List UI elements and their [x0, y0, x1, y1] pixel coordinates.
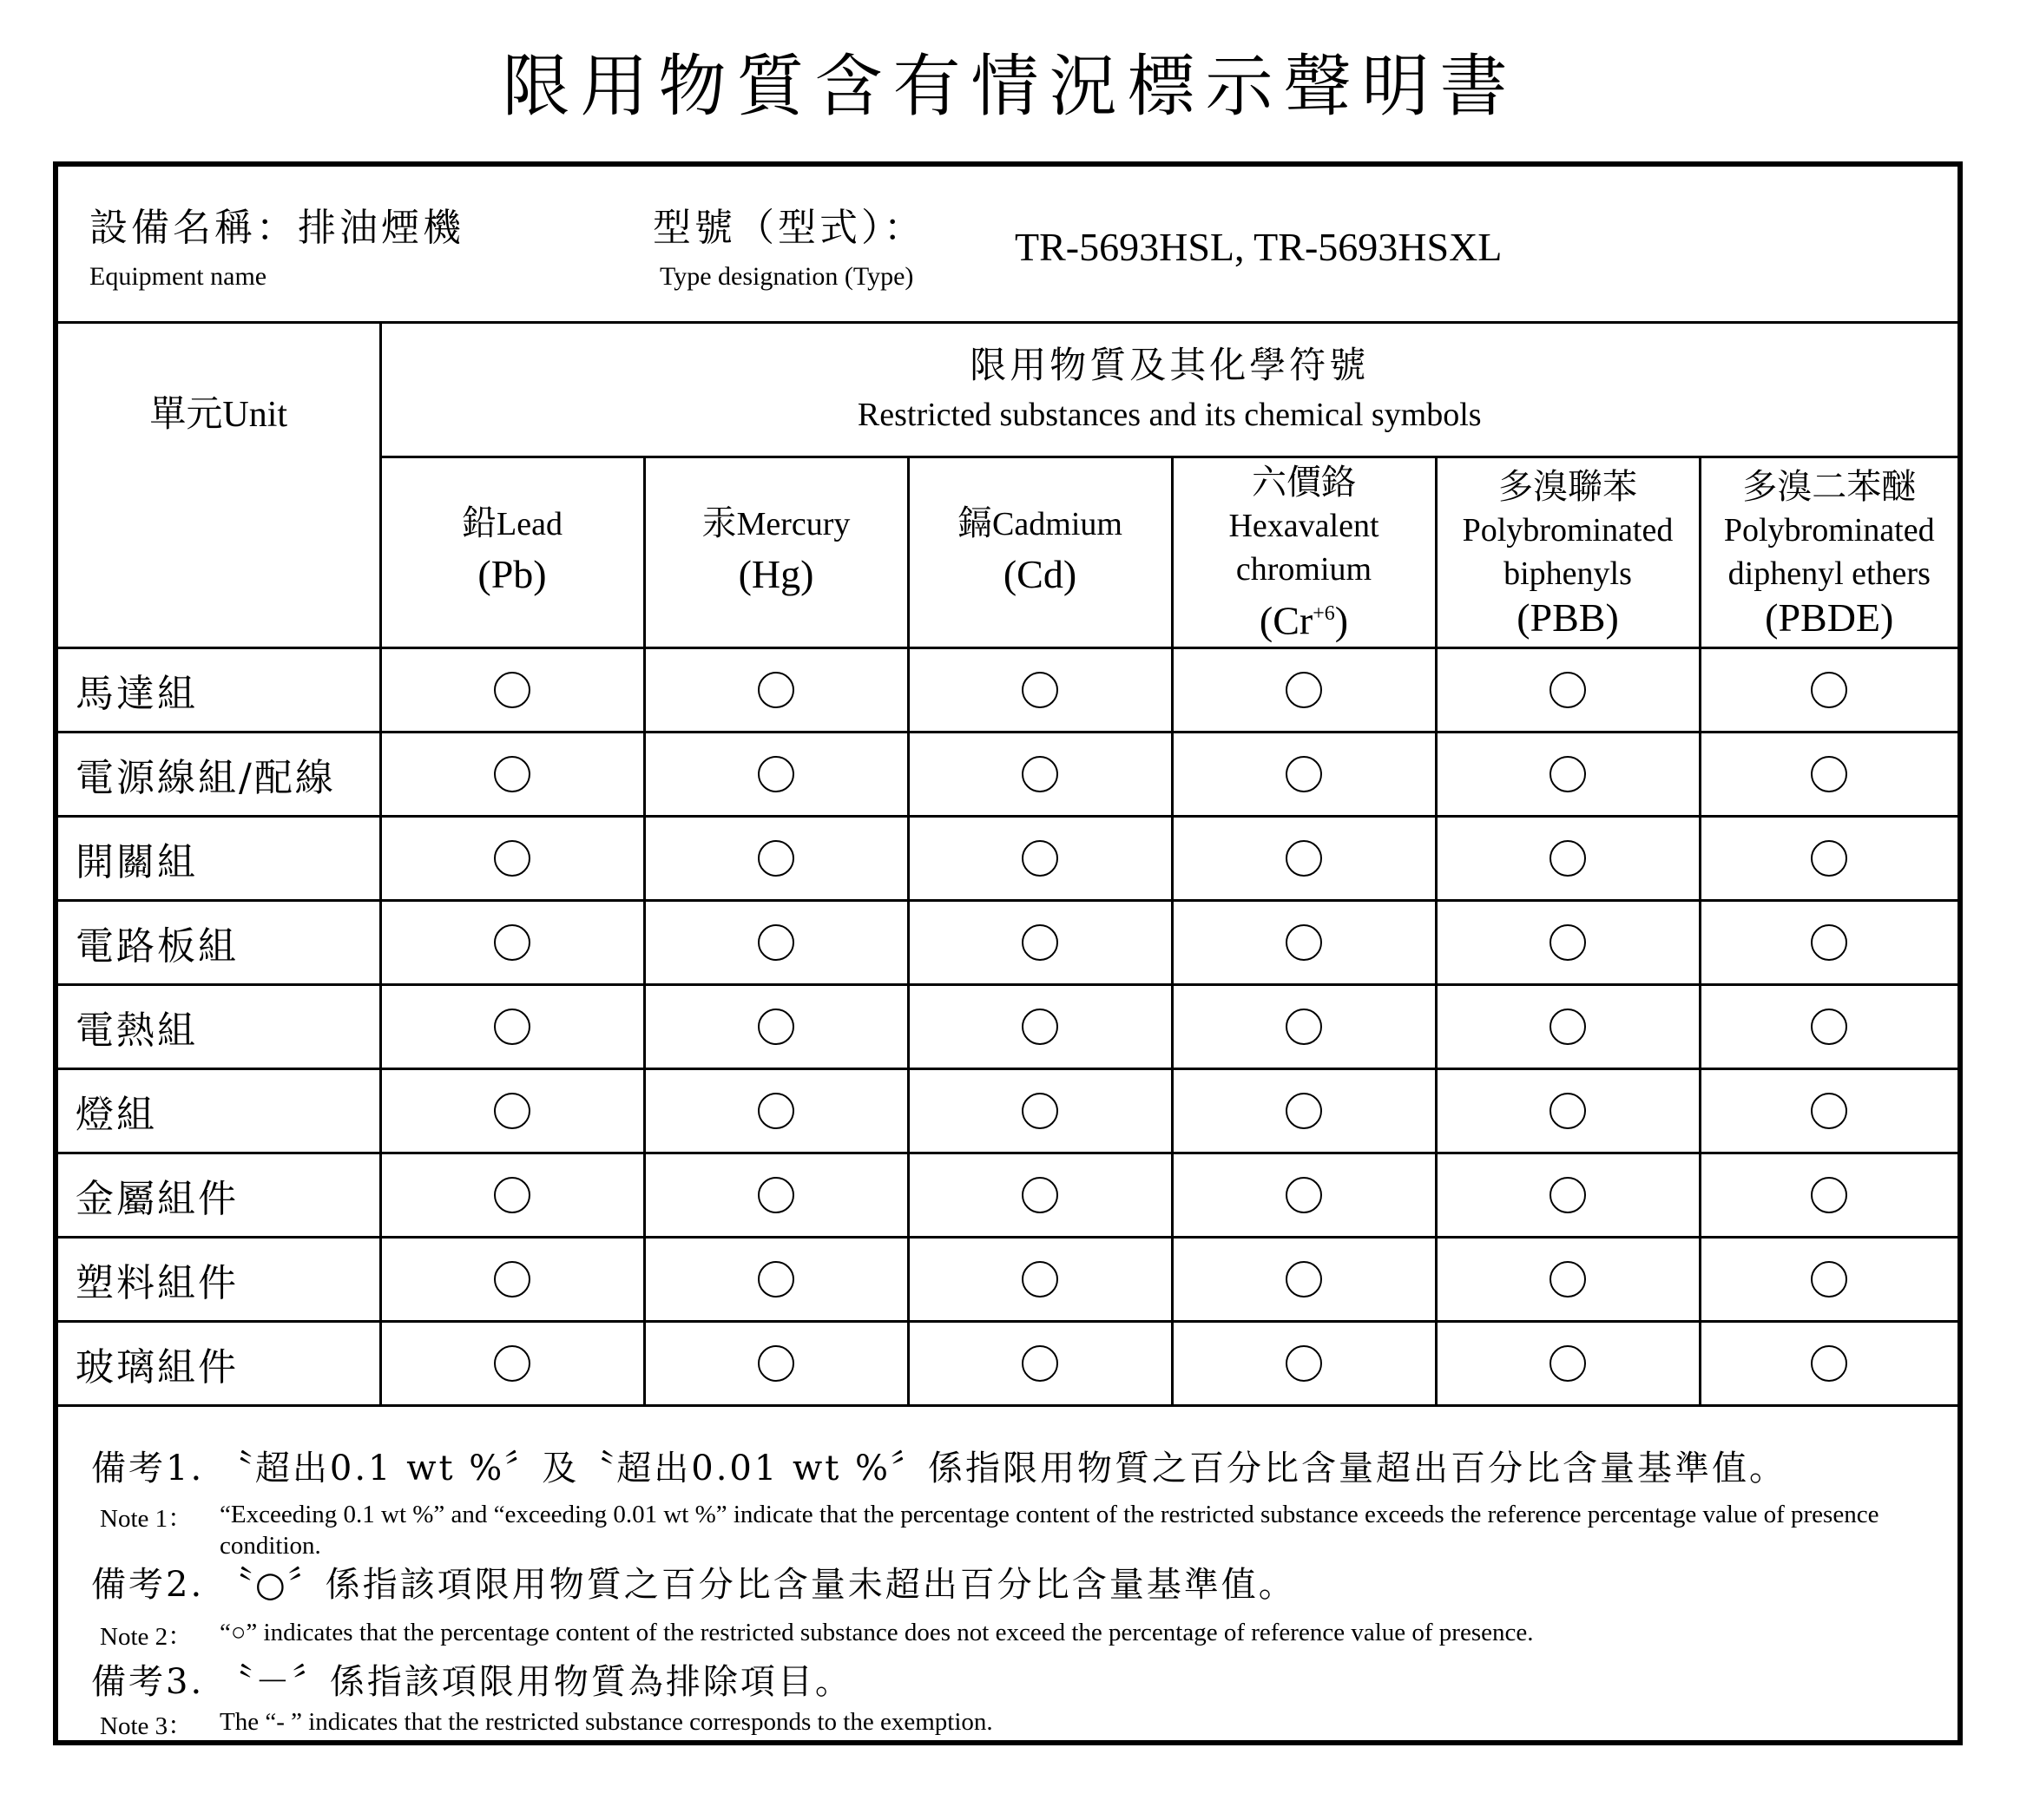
circle-mark-icon	[1550, 1009, 1586, 1045]
circle-mark-icon	[758, 756, 794, 792]
substance-pbde	[1700, 457, 1957, 648]
type-designation-value: TR-5693HSL, TR-5693HSXL	[1015, 225, 1503, 269]
substance-cell	[1436, 817, 1700, 901]
substance-symbol: (PBB)	[1517, 595, 1619, 640]
substance-symbol: (Hg)	[738, 552, 814, 596]
substance-mercury	[644, 457, 908, 648]
substance-cell	[1172, 733, 1436, 817]
declaration-sheet	[53, 161, 1963, 1745]
symbol-base: (Cr	[1259, 598, 1313, 643]
type-designation-label: 型號（型式）：	[653, 206, 925, 250]
substance-cell	[908, 733, 1172, 817]
substance-hexavalent-chromium	[1172, 457, 1436, 648]
unit-name: 電源線組/配線	[58, 733, 380, 817]
circle-mark-icon	[1286, 1009, 1322, 1045]
substance-cell	[380, 985, 644, 1069]
substance-cell	[380, 648, 644, 733]
circle-mark-icon	[1811, 1345, 1847, 1382]
circle-mark-icon	[1811, 840, 1847, 877]
substance-table	[58, 167, 1957, 1407]
note-2-en: “○” indicates that the percentage content of the restricted substance does not exceed the percentage of reference value of presence.	[220, 1619, 1534, 1646]
circle-mark-icon	[494, 840, 530, 877]
circle-mark-icon	[1550, 1093, 1586, 1129]
circle-mark-icon	[1022, 1009, 1058, 1045]
substance-cell	[1436, 733, 1700, 817]
table-row	[58, 985, 1957, 1069]
substance-name-zh: 鎘	[957, 503, 993, 543]
substance-cell	[380, 1238, 644, 1322]
substance-cell	[908, 817, 1172, 901]
note-1-label: Note 1：	[100, 1505, 194, 1533]
substance-cell	[380, 901, 644, 985]
unit-name: 開關組	[58, 817, 380, 901]
equipment-name-label-en: Equipment name	[89, 262, 267, 291]
circle-mark-icon	[758, 1261, 794, 1298]
note-3-zh: 備考3. 〝－〞係指該項限用物質為排除項目。	[91, 1662, 852, 1702]
circle-mark-icon	[1811, 756, 1847, 792]
circle-mark-icon	[494, 756, 530, 792]
circle-mark-icon	[1022, 672, 1058, 708]
substance-cadmium	[908, 457, 1172, 648]
table-row	[58, 1153, 1957, 1238]
circle-mark-icon	[1550, 672, 1586, 708]
circle-mark-icon	[1550, 924, 1586, 961]
unit-name: 馬達組	[58, 648, 380, 733]
substance-cell	[644, 1153, 908, 1238]
table-row	[58, 1238, 1957, 1322]
circle-mark-icon	[1022, 1177, 1058, 1213]
unit-name: 燈組	[58, 1069, 380, 1153]
substance-name-en: Cadmium	[992, 506, 1122, 542]
substance-name-zh: 鉛	[462, 503, 497, 543]
circle-mark-icon	[494, 924, 530, 961]
circle-mark-icon	[1022, 840, 1058, 877]
substance-name-en: Polybrominated	[1723, 511, 1935, 549]
substance-name-zh: 多溴二苯醚	[1742, 466, 1917, 507]
circle-mark-icon	[494, 1009, 530, 1045]
substance-cell	[380, 817, 644, 901]
restricted-title-zh: 限用物質及其化學符號	[970, 344, 1370, 386]
substance-cell	[1172, 817, 1436, 901]
circle-mark-icon	[758, 924, 794, 961]
note-2-zh: 備考2. 〝○〞係指該項限用物質之百分比含量未超出百分比含量基準值。	[91, 1565, 1296, 1605]
substance-symbol: (PBDE)	[1765, 595, 1894, 640]
unit-name: 電路板組	[58, 901, 380, 985]
unit-label-zh: 單元	[149, 392, 223, 435]
table-row	[58, 1069, 1957, 1153]
circle-mark-icon	[494, 1261, 530, 1298]
substance-cell	[908, 1322, 1172, 1406]
substance-name-zh: 汞	[701, 503, 737, 543]
substance-name-zh: 六價鉻	[1252, 463, 1356, 503]
unit-name: 電熱組	[58, 985, 380, 1069]
substance-cell	[1700, 1322, 1957, 1406]
circle-mark-icon	[1811, 1177, 1847, 1213]
substance-name-en: Lead	[497, 506, 563, 542]
circle-mark-icon	[1550, 840, 1586, 877]
substance-cell	[908, 1238, 1172, 1322]
substance-cell	[644, 1322, 908, 1406]
circle-mark-icon	[1022, 1093, 1058, 1129]
substance-cell	[1436, 1238, 1700, 1322]
substance-cell	[1436, 1153, 1700, 1238]
substance-cell	[644, 901, 908, 985]
substance-cell	[1700, 817, 1957, 901]
substance-cell	[1172, 1153, 1436, 1238]
circle-mark-icon	[758, 1093, 794, 1129]
circle-mark-icon	[1550, 1261, 1586, 1298]
restricted-title-en: Restricted substances and its chemical symbols	[857, 397, 1482, 433]
circle-mark-icon	[1811, 924, 1847, 961]
circle-mark-icon	[1022, 756, 1058, 792]
substance-symbol	[1174, 591, 1435, 643]
substance-cell	[380, 733, 644, 817]
circle-mark-icon	[494, 1345, 530, 1382]
circle-mark-icon	[1286, 1093, 1322, 1129]
circle-mark-icon	[1811, 1009, 1847, 1045]
substance-symbol: (Cd)	[1003, 552, 1077, 596]
table-row	[58, 648, 1957, 733]
substance-cell	[1436, 901, 1700, 985]
substance-pbb	[1436, 457, 1700, 648]
restricted-substances-header	[380, 323, 1957, 457]
substance-cell	[644, 985, 908, 1069]
substance-cell	[1172, 985, 1436, 1069]
substance-name-en: Hexavalent	[1228, 508, 1379, 545]
equipment-name-label: 設備名稱：排油煙機	[89, 206, 464, 250]
substance-cell	[908, 985, 1172, 1069]
substance-cell	[380, 1069, 644, 1153]
note-3-en: The “- ” indicates that the restricted substance corresponds to the exemption.	[220, 1708, 993, 1736]
symbol-superscript: +6	[1313, 602, 1335, 626]
substance-cell	[1700, 1238, 1957, 1322]
substance-cell	[644, 648, 908, 733]
circle-mark-icon	[1550, 756, 1586, 792]
table-row	[58, 901, 1957, 985]
substance-cell	[644, 817, 908, 901]
circle-mark-icon	[1550, 1177, 1586, 1213]
note-1-zh: 備考1. 〝超出0.1 wt %〞及〝超出0.01 wt %〞係指限用物質之百分比含量超出百分比含量基準值。	[91, 1449, 1787, 1488]
circle-mark-icon	[758, 672, 794, 708]
note-1-en: “Exceeding 0.1 wt %” and “exceeding 0.01 wt %” indicate that the percentage content of the restricted substance exceeds the reference percentage value of presence condition.	[220, 1501, 1879, 1560]
circle-mark-icon	[494, 1093, 530, 1129]
substance-name-en: Polybrominated	[1462, 511, 1674, 549]
substance-cell	[1700, 1153, 1957, 1238]
substance-cell	[1172, 648, 1436, 733]
substance-lead	[380, 457, 644, 648]
circle-mark-icon	[1022, 1345, 1058, 1382]
substance-name-en: diphenyl ethers	[1727, 555, 1931, 592]
substance-cell	[1172, 901, 1436, 985]
substance-cell	[1700, 648, 1957, 733]
unit-label-en: Unit	[222, 395, 288, 435]
table-row	[58, 1322, 1957, 1406]
substance-cell	[644, 733, 908, 817]
circle-mark-icon	[1286, 756, 1322, 792]
circle-mark-icon	[1286, 840, 1322, 877]
substance-name-en: chromium	[1235, 551, 1372, 588]
substance-cell	[1172, 1238, 1436, 1322]
circle-mark-icon	[1022, 924, 1058, 961]
circle-mark-icon	[758, 1009, 794, 1045]
substance-name-zh: 多溴聯苯	[1498, 466, 1637, 507]
note-3-label: Note 3：	[100, 1712, 194, 1740]
equipment-header	[58, 167, 1957, 323]
substance-cell	[380, 1322, 644, 1406]
unit-name: 金屬組件	[58, 1153, 380, 1238]
substance-cell	[908, 901, 1172, 985]
substance-cell	[1436, 1069, 1700, 1153]
type-designation-label-en: Type designation (Type)	[660, 262, 914, 291]
circle-mark-icon	[1286, 672, 1322, 708]
symbol-end: )	[1334, 598, 1349, 643]
unit-name: 玻璃組件	[58, 1322, 380, 1406]
substance-cell	[908, 1069, 1172, 1153]
circle-mark-icon	[1550, 1345, 1586, 1382]
table-row	[58, 817, 1957, 901]
substance-cell	[1700, 901, 1957, 985]
substance-cell	[1436, 985, 1700, 1069]
note-2-label: Note 2：	[100, 1623, 194, 1651]
notes-section	[58, 1422, 1957, 1740]
circle-mark-icon	[1286, 924, 1322, 961]
circle-mark-icon	[494, 672, 530, 708]
substance-cell	[1172, 1069, 1436, 1153]
substance-symbol: (Pb)	[477, 552, 547, 596]
substance-cell	[380, 1153, 644, 1238]
circle-mark-icon	[1286, 1177, 1322, 1213]
unit-column-header	[58, 323, 380, 648]
circle-mark-icon	[494, 1177, 530, 1213]
substance-cell	[1700, 1069, 1957, 1153]
table-row	[58, 733, 1957, 817]
substance-cell	[1172, 1322, 1436, 1406]
circle-mark-icon	[758, 840, 794, 877]
substance-cell	[644, 1238, 908, 1322]
circle-mark-icon	[758, 1177, 794, 1213]
circle-mark-icon	[1811, 1261, 1847, 1298]
circle-mark-icon	[1811, 1093, 1847, 1129]
substance-cell	[1700, 733, 1957, 817]
substance-cell	[1436, 648, 1700, 733]
unit-name: 塑料組件	[58, 1238, 380, 1322]
circle-mark-icon	[1286, 1345, 1322, 1382]
circle-mark-icon	[1286, 1261, 1322, 1298]
substance-name-en: Mercury	[736, 506, 851, 542]
substance-cell	[1436, 1322, 1700, 1406]
circle-mark-icon	[1022, 1261, 1058, 1298]
substance-cell	[908, 1153, 1172, 1238]
circle-mark-icon	[758, 1345, 794, 1382]
substance-cell	[1700, 985, 1957, 1069]
substance-cell	[908, 648, 1172, 733]
document-title: 限用物質含有情況標示聲明書	[502, 48, 1518, 126]
substance-name-en: biphenyls	[1503, 555, 1632, 592]
circle-mark-icon	[1811, 672, 1847, 708]
substance-cell	[644, 1069, 908, 1153]
